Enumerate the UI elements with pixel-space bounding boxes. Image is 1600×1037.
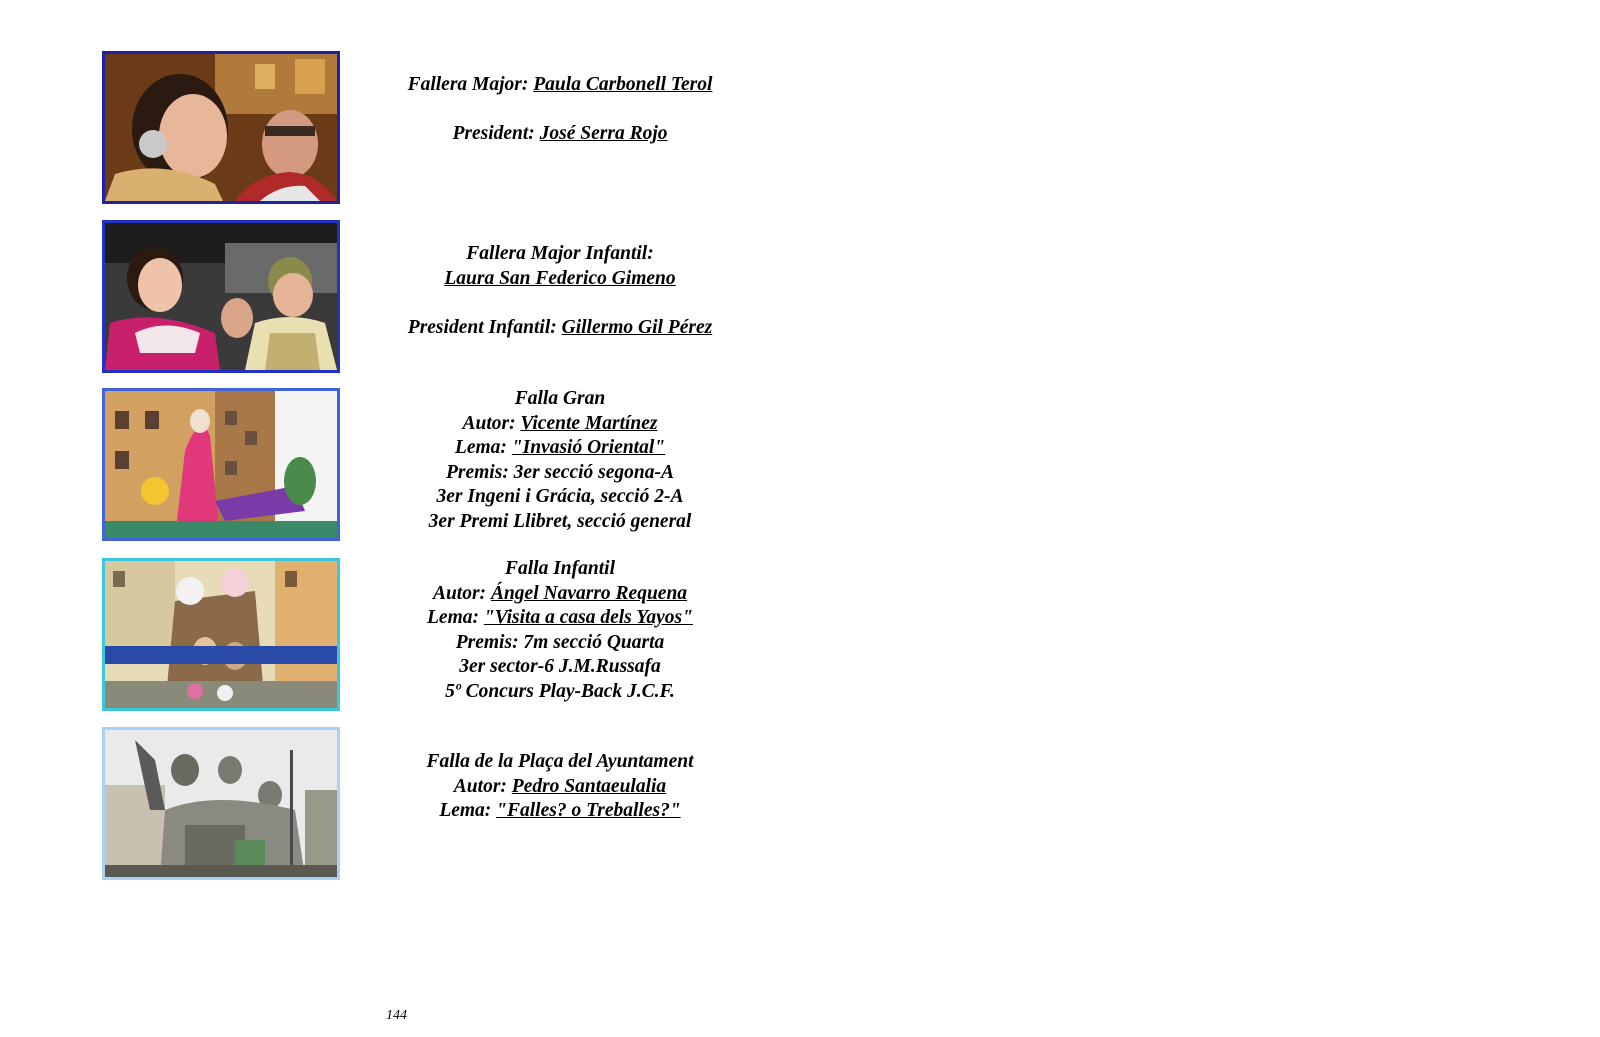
falla-gran-premis-2: 3er Ingeni i Grácia, secció 2-A (436, 486, 684, 507)
president-infantil-name-link[interactable]: Gillermo Gil Pérez (561, 316, 713, 338)
falla-gran-autor-link[interactable]: Vicente Martínez (520, 412, 658, 434)
falla-placa-autor-line: Autor: Pedro Santaeulalia (453, 775, 667, 797)
falla-infantil-title: Falla Infantil (505, 558, 615, 579)
falla-infantil-autor-link[interactable]: Ángel Navarro Requena (490, 582, 688, 604)
falla-infantil-autor-line: Autor: Ángel Navarro Requena (432, 582, 688, 604)
falla-infantil-premis-3: 5º Concurs Play-Back J.C.F. (445, 680, 675, 702)
photo-falla-infantil (102, 558, 340, 711)
fallera-major-infantil-label: Fallera Major Infantil: (466, 243, 654, 264)
falla-infantil-block (380, 557, 740, 704)
falla-infantil-premis-1: Premis: 7m secció Quarta (455, 631, 665, 653)
fallera-major-name-link[interactable]: Paula Carbonell Terol (533, 74, 713, 95)
fallera-major-line: Fallera Major: Paula Carbonell Terol (407, 74, 713, 95)
fallera-major-president-block (380, 73, 740, 147)
falla-placa-lema-link[interactable]: "Falles? o Treballes?" (496, 800, 681, 821)
falla-infantil-lema-link[interactable]: "Visita a casa dels Yayos" (483, 607, 693, 628)
photo-fallera-infantil-president (102, 220, 340, 373)
falla-gran-block (380, 387, 740, 534)
president-name-link[interactable]: José Serra Rojo (539, 123, 668, 144)
falla-placa-ayuntament-title: Falla de la Plaça del Ayuntament (426, 751, 694, 772)
falla-gran-lema-line: Lema: "Invasió Oriental" (454, 437, 666, 458)
falla-infantil-premis-2: 3er sector-6 J.M.Russafa (459, 656, 661, 677)
falla-placa-ayuntament-block (380, 750, 740, 824)
page-number: 144 (386, 1008, 407, 1023)
falla-gran-autor-line: Autor: Vicente Martínez (462, 412, 658, 434)
president-infantil-line: President Infantil: Gillermo Gil Pérez (407, 316, 713, 338)
fallera-infantil-president-block (380, 242, 740, 340)
photo-fallera-major-president (102, 51, 340, 204)
falla-placa-lema-line: Lema: "Falles? o Treballes?" (439, 800, 681, 821)
photo-falla-placa-ayuntament (102, 727, 340, 880)
falla-placa-autor-link[interactable]: Pedro Santaeulalia (511, 775, 667, 797)
photo-falla-gran (102, 388, 340, 541)
fallera-major-infantil-name-link[interactable]: Laura San Federico Gimeno (444, 267, 676, 289)
falla-gran-title: Falla Gran (514, 388, 606, 409)
falla-gran-lema-link[interactable]: "Invasió Oriental" (511, 437, 666, 458)
president-line: President: José Serra Rojo (452, 123, 668, 144)
falla-infantil-lema-line: Lema: "Visita a casa dels Yayos" (427, 607, 693, 628)
falla-gran-premis-3: 3er Premi Llibret, secció general (428, 510, 692, 532)
falla-gran-premis-1: Premis: 3er secció segona-A (445, 461, 674, 483)
